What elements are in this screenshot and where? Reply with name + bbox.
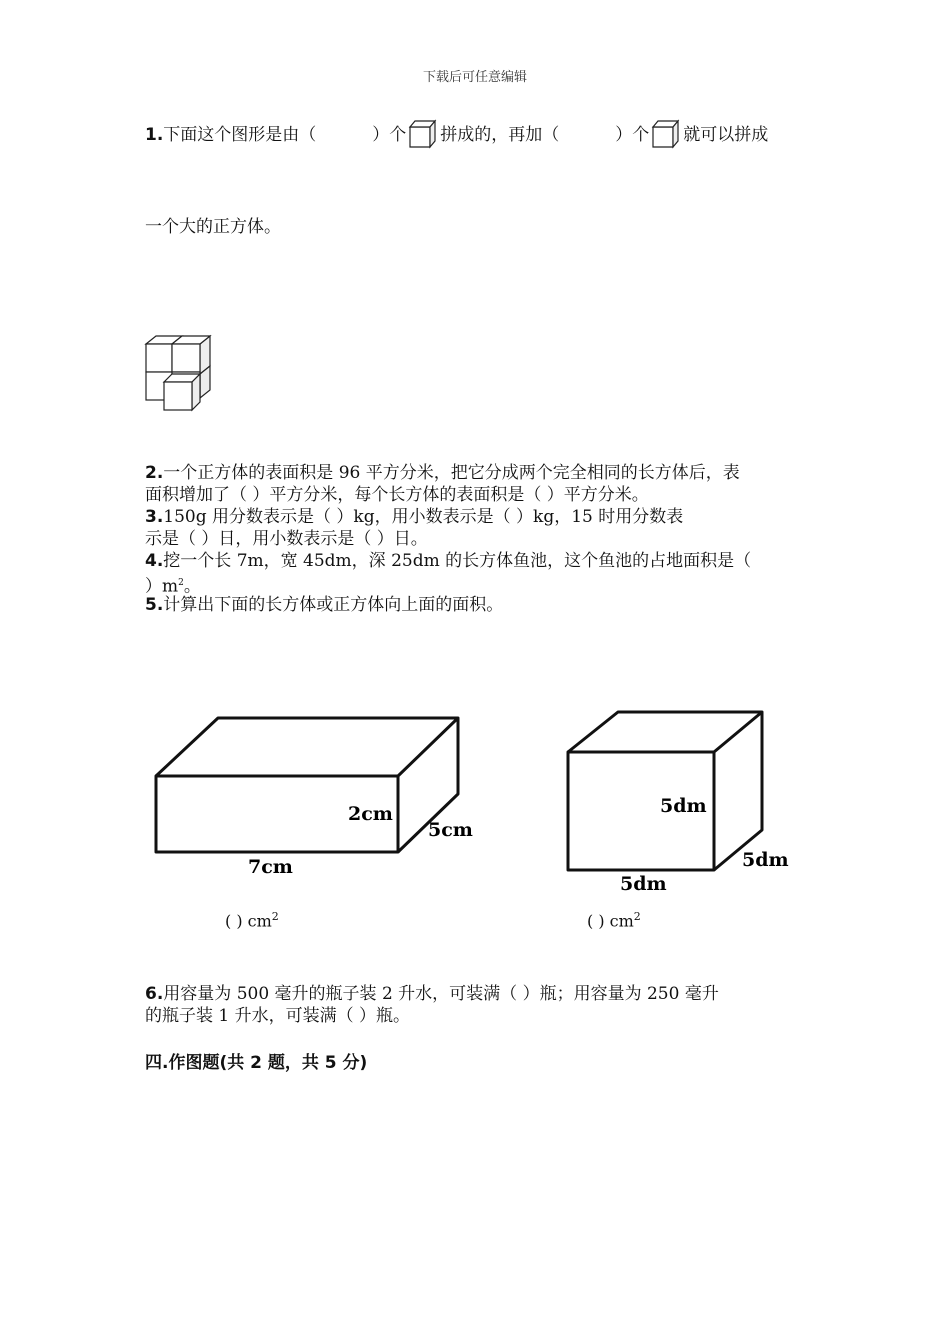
cube-figure [560, 706, 800, 896]
q5-answer-2-sup: 2 [633, 910, 641, 923]
q1-text-a: 下面这个图形是由（ [163, 125, 317, 145]
cube-height-label: 5dm [660, 795, 707, 817]
q4-text-1: 挖一个长 7m，宽 45dm，深 25dm 的长方体鱼池，这个鱼池的占地面积是（ [163, 551, 752, 571]
question-1-line2: 一个大的正方体。 [145, 217, 281, 237]
q2-text-1: 一个正方体的表面积是 96 平方分米，把它分成两个完全相同的长方体后，表 [163, 463, 740, 483]
cube-depth-label: 5dm [742, 849, 789, 871]
section-4-title: 四.作图题(共 2 题，共 5 分) [145, 1053, 368, 1073]
q1-text-e: 就可以拼成 [683, 125, 769, 145]
q5-answer-1-sup: 2 [271, 910, 279, 923]
question-5-number: 5. [145, 595, 164, 615]
page-header: 下载后可任意编辑 [422, 70, 527, 85]
q5-text: 计算出下面的长方体或正方体向上面的面积。 [163, 595, 504, 615]
q1-text-b: ）个 [372, 125, 407, 145]
question-4-line1 [145, 550, 751, 572]
cube-stack-figure [142, 334, 216, 414]
q5-answer-1[interactable] [225, 910, 279, 930]
cuboid-depth-label: 5cm [428, 819, 473, 841]
question-4-number: 4. [145, 551, 164, 571]
q1-text-c: 拼成的，再加（ [440, 125, 560, 145]
q5-answer-2-text: ( ) cm [587, 911, 634, 931]
small-cube-icon [408, 116, 438, 150]
cuboid-figure [148, 710, 488, 890]
q6-text-1: 用容量为 500 毫升的瓶子装 2 升水，可装满（ ）瓶；用容量为 250 毫升 [163, 984, 719, 1004]
question-6-number: 6. [145, 984, 164, 1004]
question-2-number: 2. [145, 463, 164, 483]
question-2-line2: 面积增加了（ ）平方分米，每个长方体的表面积是（ ）平方分米。 [145, 485, 649, 505]
question-3-line1 [145, 506, 683, 528]
q4-unit: ）m [145, 576, 179, 597]
q1-text-d: ）个 [615, 125, 650, 145]
small-cube-icon [651, 116, 681, 150]
q3-text-1: 150g 用分数表示是（ ）kg，用小数表示是（ ）kg，15 时用分数表 [163, 507, 684, 527]
question-1-line1 [145, 116, 768, 150]
cuboid-length-label: 7cm [248, 856, 293, 878]
q5-answer-2[interactable] [587, 910, 641, 930]
question-3-number: 3. [145, 507, 164, 527]
question-6-line2: 的瓶子装 1 升水，可装满（ ）瓶。 [145, 1006, 411, 1026]
q4-end: 。 [183, 576, 201, 597]
question-2-line1 [145, 462, 740, 484]
question-1-number: 1. [145, 125, 164, 145]
q5-answer-1-text: ( ) cm [225, 911, 272, 931]
cuboid-height-label: 2cm [348, 803, 393, 825]
cube-length-label: 5dm [620, 873, 667, 895]
q4-unit-sup: 2 [178, 578, 184, 588]
question-6-line1 [145, 983, 719, 1005]
question-3-line2: 示是（ ）日，用小数表示是（ ）日。 [145, 529, 428, 549]
question-5-line1 [145, 594, 503, 616]
